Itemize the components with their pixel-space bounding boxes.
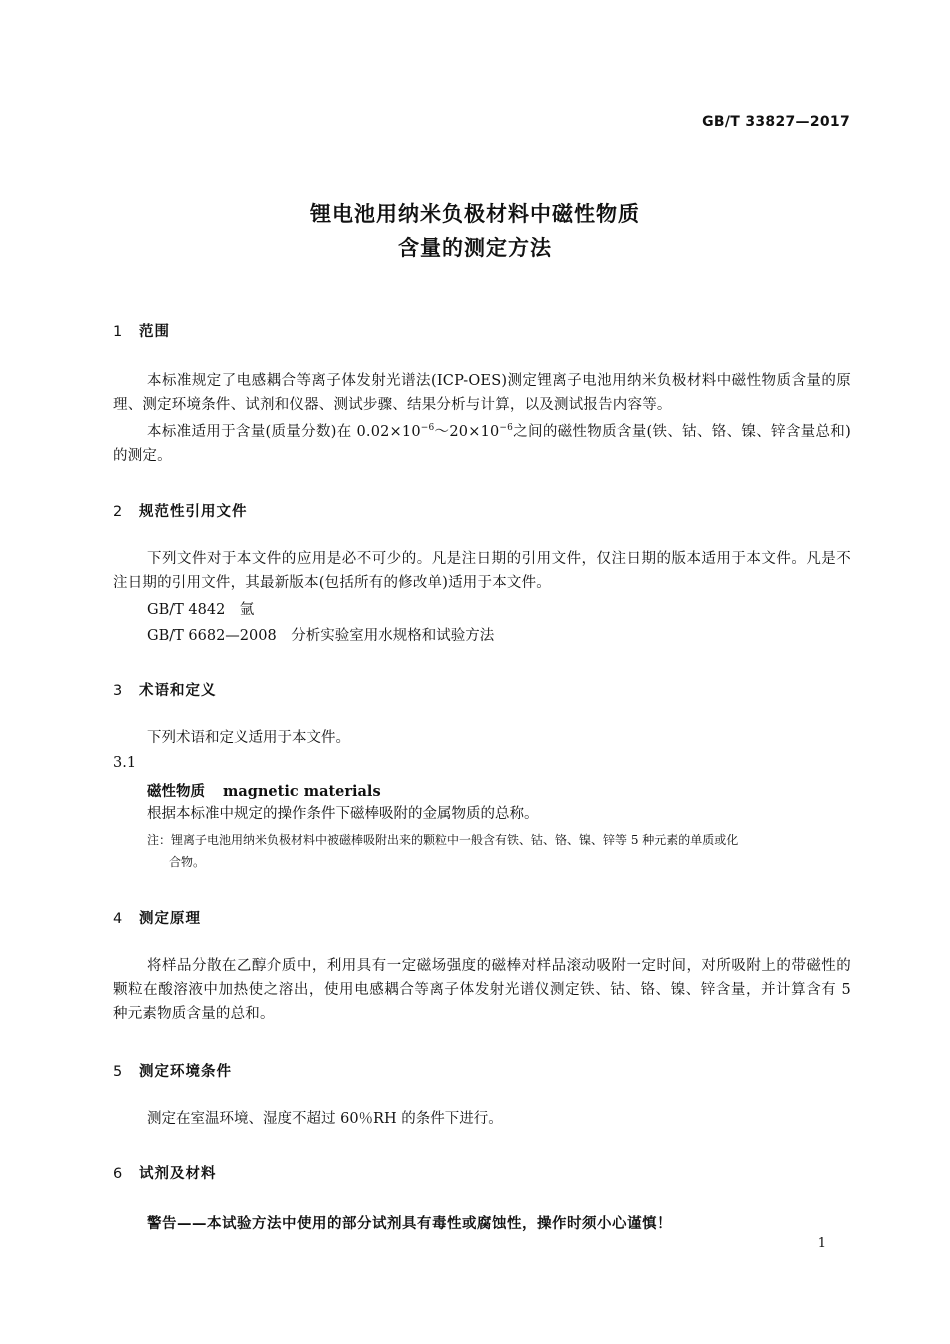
- text-run: ～20×10: [434, 424, 500, 440]
- note-text-line-2: 合物。: [169, 855, 206, 869]
- reference-gbt-4842: GB/T 4842 氩: [147, 602, 255, 618]
- environment-paragraph: 测定在室温环境、湿度不超过 60％RH 的条件下进行。: [147, 1111, 503, 1127]
- terms-intro: 下列术语和定义适用于本文件。: [147, 730, 350, 746]
- section-number: 1: [113, 324, 124, 340]
- section-3-heading: [113, 679, 217, 700]
- document-title-line-2: 含量的测定方法: [398, 236, 552, 260]
- section-title: 术语和定义: [139, 683, 217, 699]
- references-paragraph: 下列文件对于本文件的应用是必不可少的。凡是注日期的引用文件，仅注日期的版本适用于本文件。凡是不注日期的引用文件，其最新版本(包括所有的修改单)适用于本文件。: [113, 551, 851, 591]
- section-title: 测定环境条件: [139, 1064, 232, 1080]
- section-title: 规范性引用文件: [139, 504, 248, 520]
- section-title: 测定原理: [139, 911, 201, 927]
- standard-code: GB/T 33827—2017: [702, 114, 850, 130]
- term-chinese: 磁性物质: [147, 784, 205, 800]
- term-entry: [147, 780, 381, 801]
- document-title-line-1: 锂电池用纳米负极材料中磁性物质: [310, 202, 640, 226]
- principle-paragraph: 将样品分散在乙醇介质中，利用具有一定磁场强度的磁棒对样品滚动吸附一定时间，对所吸附上的带磁性的颗粒在酸溶液中加热使之溶出，使用电感耦合等离子体发射光谱仪测定铁、钴、铬、镍、锌含量，并计算含有 5 种元素物质含量的总和。: [113, 958, 851, 1022]
- text-run: 之间的磁性物质含量(铁、钴、铬、镍、锌含量总和)的测定。: [113, 424, 851, 464]
- section-number: 3: [113, 683, 124, 699]
- scope-paragraph-1: 本标准规定了电感耦合等离子体发射光谱法(ICP-OES)测定锂离子电池用纳米负极材料中磁性物质含量的原理、测定环境条件、试剂和仪器、测试步骤、结果分析与计算，以及测试报告内容等。: [113, 373, 851, 413]
- text-run: 本标准适用于含量(质量分数)在 0.02×10: [147, 424, 421, 440]
- note-text-line-1: 锂离子电池用纳米负极材料中被磁棒吸附出来的颗粒中一般含有铁、钴、铬、镍、锌等 5 种元素的单质或化: [171, 833, 739, 847]
- term-note: [147, 829, 851, 873]
- section-2-heading: [113, 500, 248, 521]
- section-number: 5: [113, 1064, 124, 1080]
- term-english: magnetic materials: [223, 783, 381, 800]
- section-title: 范围: [139, 324, 170, 340]
- reference-gbt-6682: GB/T 6682—2008 分析实验室用水规格和试验方法: [147, 628, 495, 644]
- section-number: 4: [113, 911, 124, 927]
- exponent: −6: [499, 423, 514, 434]
- section-1-heading: [113, 320, 170, 341]
- section-number: 6: [113, 1166, 124, 1182]
- safety-warning: 警告——本试验方法中使用的部分试剂具有毒性或腐蚀性，操作时须小心谨慎！: [147, 1216, 672, 1232]
- exponent: −6: [420, 423, 435, 434]
- term-definition: 根据本标准中规定的操作条件下磁棒吸附的金属物质的总称。: [147, 806, 539, 822]
- section-6-heading: [113, 1162, 217, 1183]
- page-number: 1: [817, 1236, 826, 1251]
- subclause-number: 3.1: [113, 755, 137, 771]
- scope-paragraph-2: [113, 420, 851, 468]
- section-title: 试剂及材料: [139, 1166, 217, 1182]
- section-4-heading: [113, 907, 201, 928]
- note-label: 注：: [147, 833, 172, 847]
- section-5-heading: [113, 1060, 232, 1081]
- section-number: 2: [113, 504, 124, 520]
